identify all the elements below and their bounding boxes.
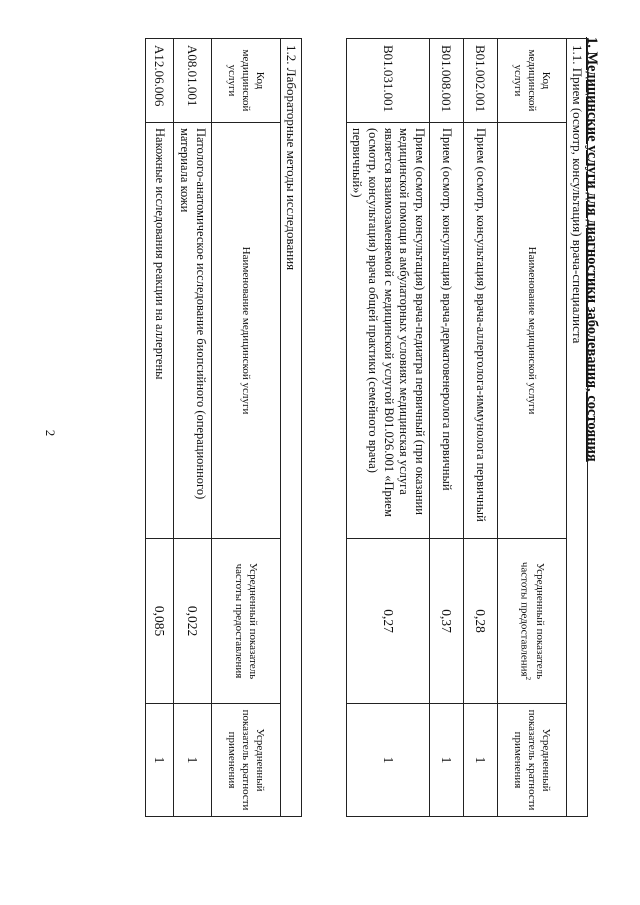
subsection-caption: 1.2. Лабораторные методы исследования bbox=[281, 39, 302, 817]
service-code: B01.031.001 bbox=[346, 39, 429, 123]
table-header-row bbox=[212, 39, 281, 817]
frequency-value: 0,27 bbox=[346, 539, 429, 704]
table-row bbox=[146, 39, 174, 817]
service-code: A12.06.006 bbox=[146, 39, 174, 123]
footnote-marker: 2 bbox=[524, 676, 533, 681]
header-frequency: Усредненный показатель частоты предоставления bbox=[212, 539, 281, 704]
frequency-value: 0,37 bbox=[430, 539, 464, 704]
header-multiplicity: Усредненный показатель кратности применения bbox=[498, 704, 567, 817]
header-frequency: Усредненный показатель частоты предоставления$^2$ bbox=[498, 539, 567, 704]
service-name: Патолого-анатомическое исследование биопсийного (операционного) материала кожи bbox=[174, 123, 212, 539]
subsection-caption: 1.1. Прием (осмотр, консультация) врача-специалиста bbox=[567, 39, 588, 817]
multiplicity-value: 1 bbox=[174, 704, 212, 817]
multiplicity-value: 1 bbox=[146, 704, 174, 817]
service-code: B01.008.001 bbox=[430, 39, 464, 123]
header-multiplicity: Усредненный показатель кратности применения bbox=[212, 704, 281, 817]
header-name: Наименование медицинской услуги bbox=[212, 123, 281, 539]
services-table-laboratory bbox=[145, 38, 302, 817]
page-number: 2 bbox=[43, 429, 58, 437]
service-name: Накожные исследования реакции на аллергены bbox=[146, 123, 174, 539]
header-code: Код медицинской услуги bbox=[498, 39, 567, 123]
services-table-consultations bbox=[346, 38, 588, 817]
table-row bbox=[346, 39, 429, 817]
table-header-row bbox=[498, 39, 567, 817]
multiplicity-value: 1 bbox=[430, 704, 464, 817]
header-code: Код медицинской услуги bbox=[212, 39, 281, 123]
table-row bbox=[174, 39, 212, 817]
frequency-value: 0,085 bbox=[146, 539, 174, 704]
header-name: Наименование медицинской услуги bbox=[498, 123, 567, 539]
service-name: Прием (осмотр, консультация) врача-дерматовенеролога первичный bbox=[430, 123, 464, 539]
frequency-value: 0,28 bbox=[464, 539, 498, 704]
section-title: 1. Медицинские услуги для диагностики заболевания, состояния bbox=[584, 37, 600, 462]
service-name: Прием (осмотр, консультация) врача-педиатра первичный (при оказании медицинской помощи в амбулаторных условиях медицинская услуга является взаимозаменяемой с медицинской услугой B01.026.001 «Прием (осмотр, консультация) врача общей практики (семейного врача) первичный») bbox=[346, 123, 429, 539]
multiplicity-value: 1 bbox=[464, 704, 498, 817]
service-name: Прием (осмотр, консультация) врача-аллерголога-иммунолога первичный bbox=[464, 123, 498, 539]
service-code: A08.01.001 bbox=[174, 39, 212, 123]
frequency-value: 0,022 bbox=[174, 539, 212, 704]
table-row bbox=[464, 39, 498, 817]
table-row bbox=[430, 39, 464, 817]
document-body bbox=[66, 32, 600, 848]
service-code: B01.002.001 bbox=[464, 39, 498, 123]
multiplicity-value: 1 bbox=[346, 704, 429, 817]
